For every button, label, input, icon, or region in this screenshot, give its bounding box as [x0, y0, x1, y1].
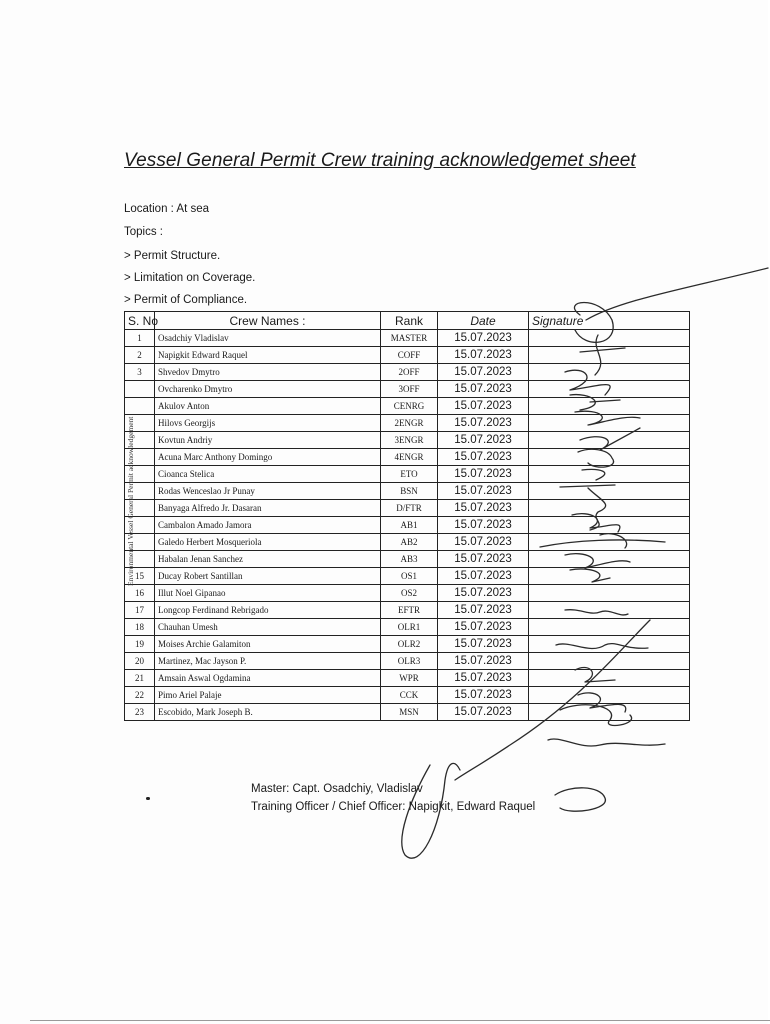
row-signature-cell [529, 517, 690, 534]
row-signature-cell [529, 619, 690, 636]
row-crew-name: Longcop Ferdinand Rebrigado [155, 602, 381, 619]
row-date: 15.07.2023 [438, 534, 529, 551]
topic-item: > Limitation on Coverage. [124, 272, 256, 284]
table-row [125, 619, 690, 636]
row-crew-name: Kovtun Andriy [155, 432, 381, 449]
table-row [125, 687, 690, 704]
row-signature-cell [529, 653, 690, 670]
row-signature-cell [529, 364, 690, 381]
row-crew-name: Martinez, Mac Jayson P. [155, 653, 381, 670]
row-serial-no: 20 [125, 653, 155, 670]
table-row [125, 330, 690, 347]
row-serial-no: 19 [125, 636, 155, 653]
row-date: 15.07.2023 [438, 381, 529, 398]
row-crew-name: Galedo Herbert Mosqueriola [155, 534, 381, 551]
table-row [125, 449, 690, 466]
table-row [125, 568, 690, 585]
row-date: 15.07.2023 [438, 670, 529, 687]
table-row [125, 636, 690, 653]
row-rank: OLR1 [381, 619, 438, 636]
row-signature-cell [529, 670, 690, 687]
header-crew-names: Crew Names : [155, 312, 381, 330]
row-rank: D/FTR [381, 500, 438, 517]
topics-label: Topics : [124, 226, 163, 238]
table-row [125, 381, 690, 398]
row-rank: ETO [381, 466, 438, 483]
row-serial-no: 3 [125, 364, 155, 381]
row-crew-name: Pimo Ariel Palaje [155, 687, 381, 704]
row-rank: AB1 [381, 517, 438, 534]
row-crew-name: Banyaga Alfredo Jr. Dasaran [155, 500, 381, 517]
crew-table-body [125, 330, 690, 721]
scan-edge-line [30, 1020, 770, 1021]
row-rank: OLR3 [381, 653, 438, 670]
row-rank: AB2 [381, 534, 438, 551]
header-date: Date [438, 312, 529, 330]
row-rank: EFTR [381, 602, 438, 619]
row-serial-no [125, 398, 155, 415]
row-date: 15.07.2023 [438, 415, 529, 432]
row-crew-name: Illut Noel Gipanao [155, 585, 381, 602]
row-signature-cell [529, 687, 690, 704]
row-serial-no: 17 [125, 602, 155, 619]
row-serial-no: 21 [125, 670, 155, 687]
row-date: 15.07.2023 [438, 551, 529, 568]
crew-training-table [124, 311, 690, 721]
table-row [125, 500, 690, 517]
row-date: 15.07.2023 [438, 517, 529, 534]
row-signature-cell [529, 381, 690, 398]
row-rank: OS1 [381, 568, 438, 585]
row-rank: OLR2 [381, 636, 438, 653]
row-crew-name: Chauhan Umesh [155, 619, 381, 636]
row-signature-cell [529, 330, 690, 347]
row-signature-cell [529, 500, 690, 517]
row-rank: OS2 [381, 585, 438, 602]
table-row [125, 347, 690, 364]
table-row [125, 517, 690, 534]
table-row [125, 466, 690, 483]
row-crew-name: Amsain Aswal Ogdamina [155, 670, 381, 687]
row-date: 15.07.2023 [438, 432, 529, 449]
row-crew-name: Rodas Wenceslao Jr Punay [155, 483, 381, 500]
row-serial-no: 1 [125, 330, 155, 347]
vertical-stamp-text: Environmental Vessel General Permit acknowledgement [126, 416, 135, 586]
table-row [125, 415, 690, 432]
document-title: Vessel General Permit Crew training acknowledgemet sheet [124, 150, 636, 171]
table-header-row [125, 312, 690, 330]
table-row [125, 364, 690, 381]
table-row [125, 483, 690, 500]
row-date: 15.07.2023 [438, 704, 529, 721]
row-crew-name: Hilovs Georgijs [155, 415, 381, 432]
topic-item: > Permit Structure. [124, 250, 221, 262]
row-date: 15.07.2023 [438, 330, 529, 347]
row-rank: 4ENGR [381, 449, 438, 466]
row-signature-cell [529, 602, 690, 619]
row-signature-cell [529, 483, 690, 500]
row-rank: COFF [381, 347, 438, 364]
row-date: 15.07.2023 [438, 602, 529, 619]
table-row [125, 585, 690, 602]
row-signature-cell [529, 466, 690, 483]
row-date: 15.07.2023 [438, 585, 529, 602]
row-date: 15.07.2023 [438, 347, 529, 364]
master-signature-line: Master: Capt. Osadchiy, Vladislav [251, 783, 423, 795]
row-rank: MSN [381, 704, 438, 721]
row-serial-no [125, 381, 155, 398]
signature-mark [555, 788, 605, 811]
row-crew-name: Ovcharenko Dmytro [155, 381, 381, 398]
row-signature-cell [529, 415, 690, 432]
row-rank: 3ENGR [381, 432, 438, 449]
row-rank: 2ENGR [381, 415, 438, 432]
row-signature-cell [529, 585, 690, 602]
row-date: 15.07.2023 [438, 500, 529, 517]
row-signature-cell [529, 636, 690, 653]
row-rank: AB3 [381, 551, 438, 568]
row-crew-name: Cioanca Stelica [155, 466, 381, 483]
row-signature-cell [529, 347, 690, 364]
row-crew-name: Napigkit Edward Raquel [155, 347, 381, 364]
row-date: 15.07.2023 [438, 483, 529, 500]
row-serial-no: 22 [125, 687, 155, 704]
row-date: 15.07.2023 [438, 568, 529, 585]
training-officer-line: Training Officer / Chief Officer: Napigkit, Edward Raquel [251, 801, 536, 813]
row-crew-name: Shvedov Dmytro [155, 364, 381, 381]
location-line: Location : At sea [124, 203, 210, 215]
row-rank: WPR [381, 670, 438, 687]
row-signature-cell [529, 432, 690, 449]
row-crew-name: Osadchiy Vladislav [155, 330, 381, 347]
row-serial-no: 16 [125, 585, 155, 602]
row-serial-no: 2 [125, 347, 155, 364]
row-signature-cell [529, 449, 690, 466]
row-rank: CCK [381, 687, 438, 704]
table-row [125, 670, 690, 687]
row-crew-name: Escobido, Mark Joseph B. [155, 704, 381, 721]
row-date: 15.07.2023 [438, 653, 529, 670]
row-rank: MASTER [381, 330, 438, 347]
row-serial-no: 18 [125, 619, 155, 636]
row-signature-cell [529, 551, 690, 568]
row-crew-name: Akulov Anton [155, 398, 381, 415]
row-rank: 3OFF [381, 381, 438, 398]
row-rank: BSN [381, 483, 438, 500]
row-signature-cell [529, 398, 690, 415]
table-row [125, 704, 690, 721]
row-date: 15.07.2023 [438, 687, 529, 704]
row-rank: 2OFF [381, 364, 438, 381]
row-date: 15.07.2023 [438, 619, 529, 636]
row-date: 15.07.2023 [438, 466, 529, 483]
row-date: 15.07.2023 [438, 636, 529, 653]
table-row [125, 653, 690, 670]
table-row [125, 398, 690, 415]
table-row [125, 602, 690, 619]
row-crew-name: Moises Archie Galamiton [155, 636, 381, 653]
row-date: 15.07.2023 [438, 449, 529, 466]
header-rank: Rank [381, 312, 438, 330]
row-serial-no: 15 [125, 568, 155, 585]
row-signature-cell [529, 568, 690, 585]
row-crew-name: Ducay Robert Santillan [155, 568, 381, 585]
row-signature-cell [529, 704, 690, 721]
row-crew-name: Cambalon Amado Jamora [155, 517, 381, 534]
topic-item: > Permit of Compliance. [124, 294, 248, 306]
row-date: 15.07.2023 [438, 398, 529, 415]
row-date: 15.07.2023 [438, 364, 529, 381]
row-rank: CENRG [381, 398, 438, 415]
table-row [125, 534, 690, 551]
table-row [125, 551, 690, 568]
signature-mark [548, 739, 665, 746]
scan-speck [146, 797, 150, 800]
row-crew-name: Acuna Marc Anthony Domingo [155, 449, 381, 466]
header-signature: Signature [529, 312, 690, 330]
row-signature-cell [529, 534, 690, 551]
row-serial-no: 23 [125, 704, 155, 721]
table-row [125, 432, 690, 449]
row-crew-name: Habalan Jenan Sanchez [155, 551, 381, 568]
header-serial-no: S. No [125, 312, 155, 330]
